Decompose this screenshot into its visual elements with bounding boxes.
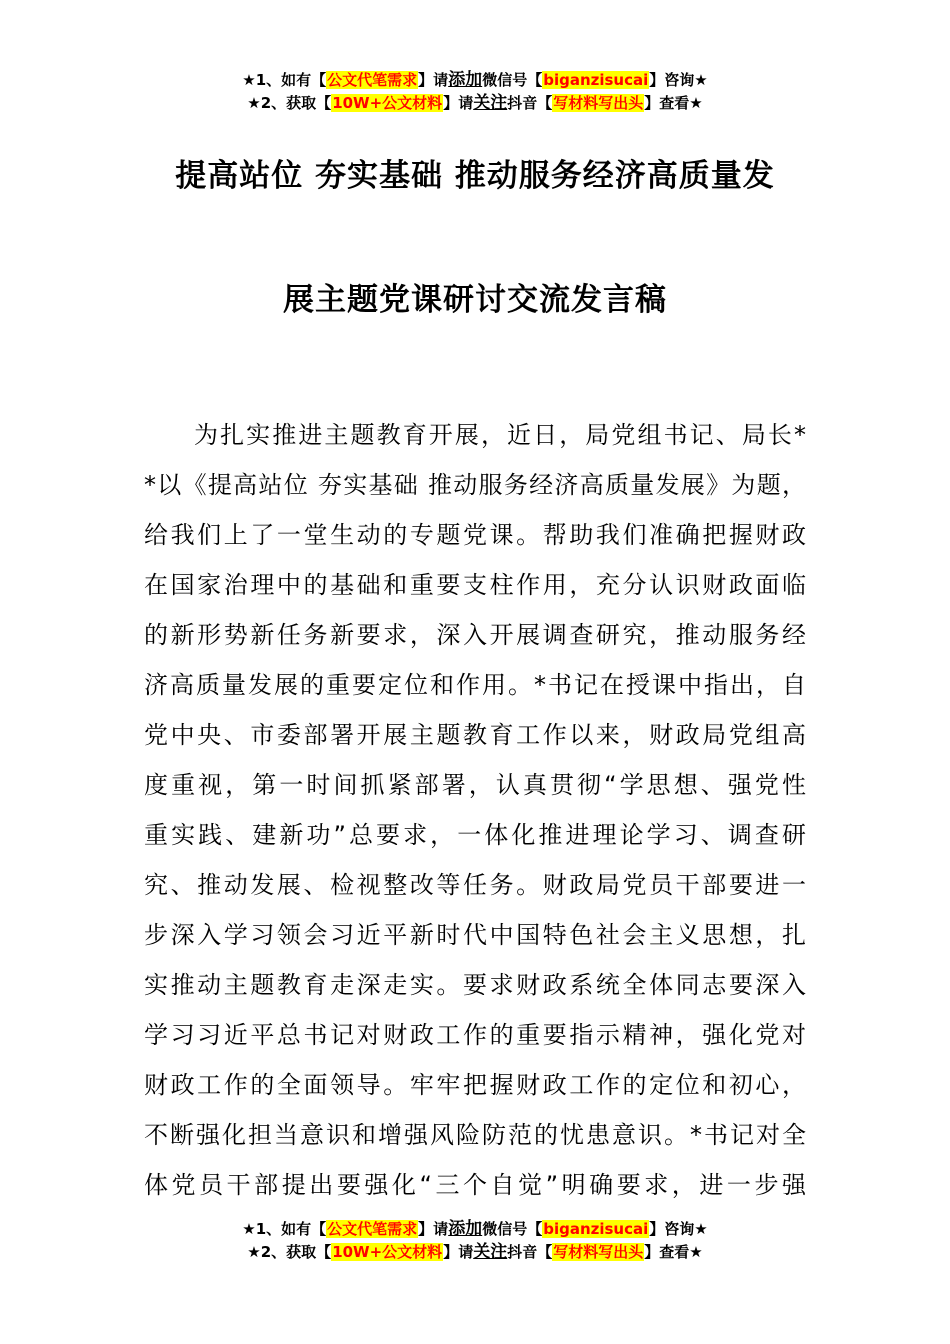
body-line: 给我们上了一堂生动的专题党课。帮助我们准确把握财政 — [144, 521, 806, 549]
banner-line1-highlight-service: 公文代笔需求 — [327, 71, 418, 89]
footer-line2-middle-c: 抖音【 — [507, 1243, 553, 1261]
banner-line2-highlight-douyin: 写材料写出头 — [553, 94, 644, 112]
body-line: 不断强化担当意识和增强风险防范的忧患意识。*书记对全 — [144, 1121, 806, 1149]
footer-line1-highlight-service: 公文代笔需求 — [327, 1220, 418, 1238]
footer-banner-line-2 — [0, 1241, 950, 1264]
footer-line1-middle-b: 添加 — [448, 1219, 483, 1239]
document-title-line-2: 展主题党课研讨交流发言稿 — [283, 282, 667, 318]
footer-line2-middle-b: 关注 — [473, 1242, 508, 1262]
banner-line-2 — [0, 92, 950, 115]
body-line: 党中央、市委部署开展主题教育工作以来，财政局党组高 — [144, 721, 806, 749]
footer-line2-suffix: 】查看★ — [644, 1243, 703, 1261]
footer-line1-middle-c: 微信号【 — [482, 1220, 543, 1238]
body-line: 度重视，第一时间抓紧部署，认真贯彻“学思想、强党性 — [144, 771, 806, 799]
banner-line1-suffix: 】咨询★ — [649, 71, 708, 89]
body-line: 重实践、建新功”总要求，一体化推进理论学习、调查研 — [144, 821, 806, 849]
body-line: 济高质量发展的重要定位和作用。*书记在授课中指出，自 — [144, 671, 806, 699]
body-line: 体党员干部提出要强化“三个自觉”明确要求，进一步强 — [144, 1171, 806, 1199]
banner-line1-prefix: ★1、如有【 — [242, 71, 327, 89]
body-line: 实推动主题教育走深走实。要求财政系统全体同志要深入 — [144, 971, 806, 999]
footer-line2-highlight-douyin: 写材料写出头 — [553, 1243, 644, 1261]
footer-line2-highlight-materials: 10W+公文材料 — [332, 1243, 443, 1261]
banner-line-1 — [0, 69, 950, 92]
body-line: 的新形势新任务新要求，深入开展调查研究，推动服务经 — [144, 621, 806, 649]
banner-line1-highlight-wechat-id: biganzisucai — [543, 71, 649, 89]
banner-line2-highlight-materials: 10W+公文材料 — [332, 94, 443, 112]
body-line: 究、推动发展、检视整改等任务。财政局党员干部要进一 — [144, 871, 806, 899]
banner-line2-suffix: 】查看★ — [644, 94, 703, 112]
footer-banner — [0, 1218, 950, 1264]
banner-line2-middle-a: 】请 — [443, 94, 474, 112]
banner-line1-middle-b: 添加 — [448, 70, 483, 90]
banner-line2-middle-b: 关注 — [473, 93, 508, 113]
banner-line2-prefix: ★2、获取【 — [247, 94, 332, 112]
body-line: 财政工作的全面领导。牢牢把握财政工作的定位和初心， — [144, 1071, 806, 1099]
banner-line1-middle-a: 】请 — [418, 71, 449, 89]
body-line: 学习习近平总书记对财政工作的重要指示精神，强化党对 — [144, 1021, 806, 1049]
footer-line2-prefix: ★2、获取【 — [247, 1243, 332, 1261]
footer-line2-middle-a: 】请 — [443, 1243, 474, 1261]
banner-line1-middle-c: 微信号【 — [482, 71, 543, 89]
body-line: *以《提高站位 夯实基础 推动服务经济高质量发展》为题， — [144, 471, 806, 499]
banner-line2-middle-c: 抖音【 — [507, 94, 553, 112]
document-title-line-1: 提高站位 夯实基础 推动服务经济高质量发 — [175, 158, 775, 194]
footer-line1-middle-a: 】请 — [418, 1220, 449, 1238]
footer-banner-line-1 — [0, 1218, 950, 1241]
header-banner — [0, 69, 950, 115]
body-line: 在国家治理中的基础和重要支柱作用，充分认识财政面临 — [144, 571, 806, 599]
footer-line1-prefix: ★1、如有【 — [242, 1220, 327, 1238]
footer-line1-suffix: 】咨询★ — [649, 1220, 708, 1238]
body-line: 步深入学习领会习近平新时代中国特色社会主义思想，扎 — [144, 921, 806, 949]
document-body — [144, 410, 806, 1210]
footer-line1-highlight-wechat-id: biganzisucai — [543, 1220, 649, 1238]
body-line: 为扎实推进主题教育开展，近日，局党组书记、局长* — [194, 421, 806, 449]
